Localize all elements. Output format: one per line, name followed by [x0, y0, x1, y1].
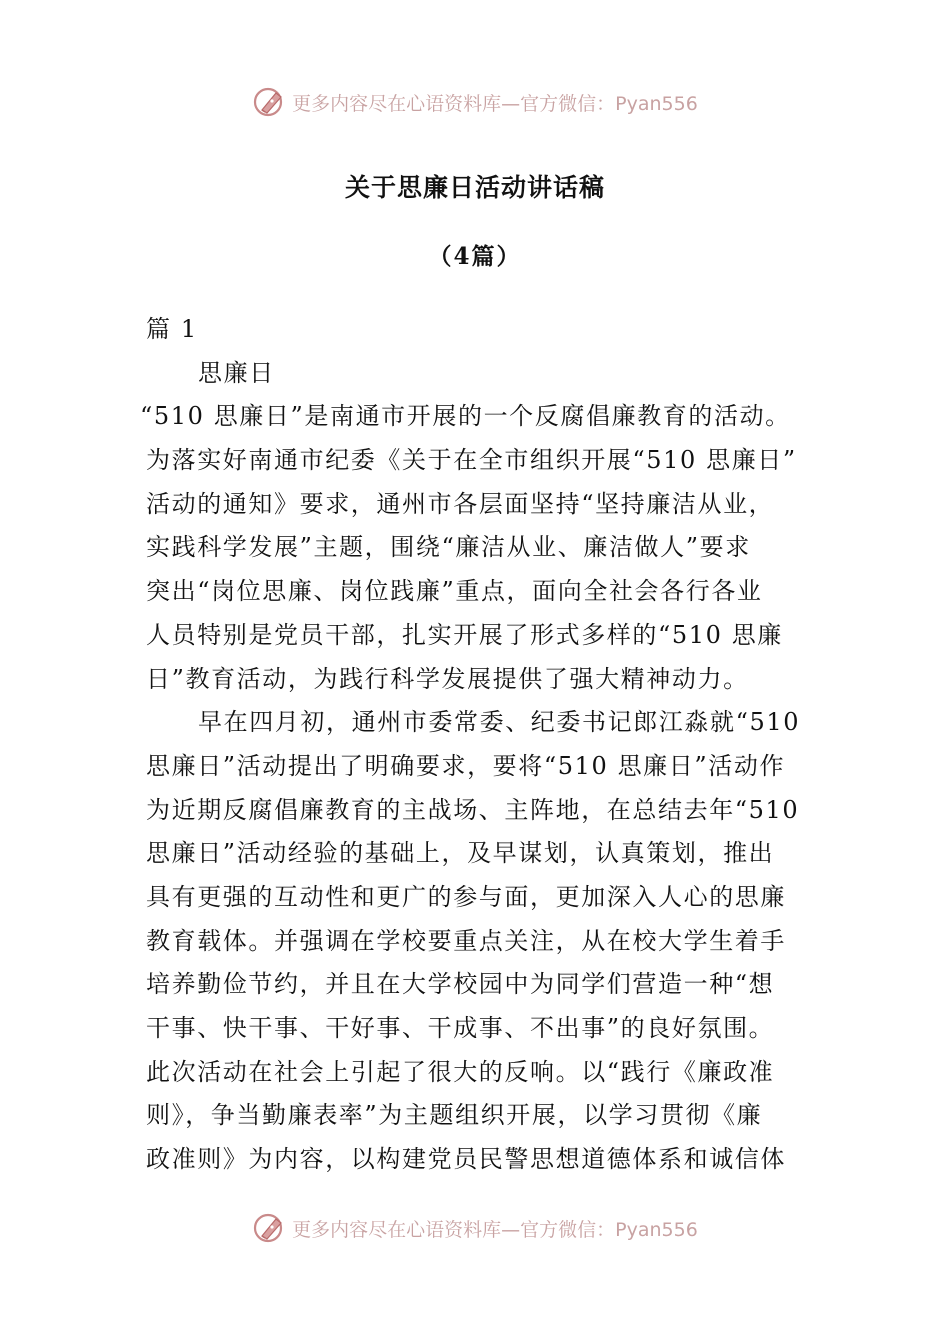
- body-line: 具有更强的互动性和更广的参与面，更加深入人心的思廉: [146, 882, 786, 911]
- paragraph-heading: 思廉日: [198, 358, 275, 387]
- header-banner-text: 更多内容尽在心语资料库—官方微信：Pyan556: [292, 92, 698, 115]
- body-line: 思廉日”活动提出了明确要求，要将“510 思廉日”活动作: [146, 751, 786, 780]
- body-line: 日”教育活动，为践行科学发展提供了强大精神动力。: [146, 664, 749, 693]
- body-line: 实践科学发展”主题，围绕“廉洁从业、廉洁做人”要求: [146, 533, 751, 562]
- body-line: 早在四月初，通州市委常委、纪委书记郎江淼就“510: [198, 708, 801, 737]
- body-line: 培养勤俭节约，并且在大学校园中为同学们营造一种“想: [146, 970, 775, 999]
- body-line: 此次活动在社会上引起了很大的反响。以“践行《廉政准: [146, 1057, 775, 1086]
- body-line: 活动的通知》要求，通州市各层面坚持“坚持廉洁从业，: [146, 489, 775, 518]
- document-subtitle: （4篇）: [428, 243, 522, 270]
- pen-nib-circle-icon: [252, 1210, 288, 1246]
- document-body: [140, 308, 810, 1182]
- document-title: 关于思廉日活动讲话稿: [344, 173, 605, 202]
- body-line: 干事、快干事、干好事、干成事、不出事”的良好氛围。: [146, 1014, 775, 1042]
- body-line: 突出“岗位思廉、岗位践廉”重点，面向全社会各行各业: [146, 577, 763, 606]
- body-line: 则》，争当勤廉表率”为主题组织开展，以学习贯彻《廉: [146, 1101, 763, 1130]
- body-line: 为近期反腐倡廉教育的主战场、主阵地，在总结去年“510: [146, 795, 800, 824]
- footer-watermark-banner: [0, 1206, 950, 1250]
- header-watermark-banner: [0, 80, 950, 124]
- body-line: “510 思廉日”是南通市开展的一个反腐倡廉教育的活动。: [140, 402, 791, 431]
- body-line: 政准则》为内容，以构建党员民警思想道德体系和诚信体: [146, 1145, 786, 1174]
- body-line: 人员特别是党员干部，扎实开展了形式多样的“510 思廉: [146, 620, 783, 649]
- body-line: 为落实好南通市纪委《关于在全市组织开展“510 思廉日”: [146, 446, 797, 475]
- pen-nib-circle-icon: [252, 84, 288, 120]
- body-line: 思廉日”活动经验的基础上，及早谋划，认真策划，推出: [146, 839, 775, 868]
- section-heading: 篇 1: [146, 315, 198, 343]
- footer-banner-text: 更多内容尽在心语资料库—官方微信：Pyan556: [292, 1218, 698, 1241]
- body-line: 教育载体。并强调在学校要重点关注，从在校大学生着手: [146, 926, 786, 955]
